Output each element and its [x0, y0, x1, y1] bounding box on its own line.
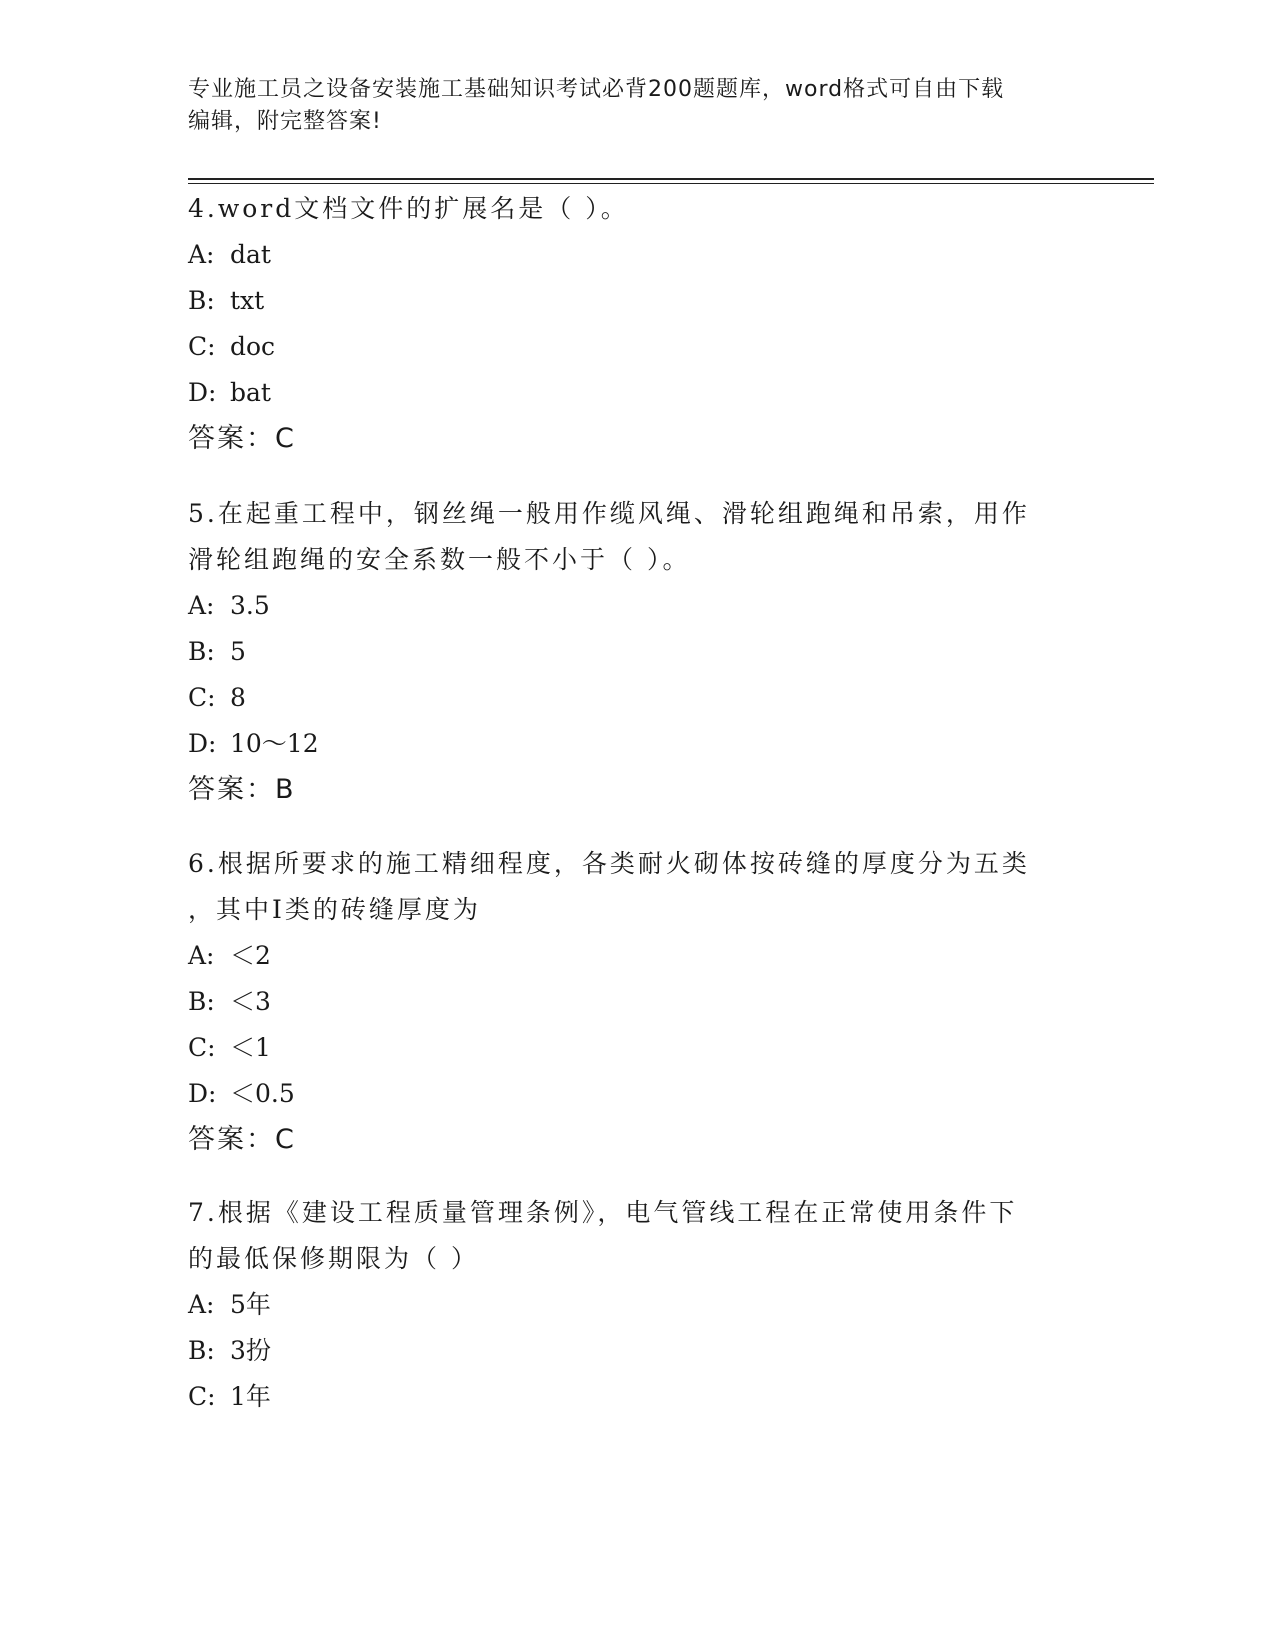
option-c: C: 8 [188, 683, 246, 712]
option-d: D: 10～12 [188, 729, 319, 758]
option-c: C: 1年 [188, 1382, 271, 1411]
header-line-2: 编辑，附完整答案! [188, 109, 382, 134]
document-header [188, 74, 1068, 138]
question-6 [188, 841, 1088, 1163]
answer: 答案：B [188, 774, 296, 805]
option-a: A: 5年 [188, 1290, 271, 1319]
header-divider-thin [188, 183, 1154, 184]
question-4 [188, 186, 1088, 462]
option-a: A: dat [188, 240, 271, 269]
question-7 [188, 1190, 1088, 1420]
header-divider [188, 178, 1154, 180]
header-line-1: 专业施工员之设备安装施工基础知识考试必背200题题库，word格式可自由下载 [188, 77, 1005, 102]
question-stem-continued: 滑轮组跑绳的安全系数一般不小于（ ）。 [188, 545, 691, 574]
option-a: A: ＜2 [188, 941, 271, 970]
option-d: D: bat [188, 378, 271, 407]
option-c: C: ＜1 [188, 1033, 271, 1062]
question-stem: 4.word文档文件的扩展名是（ ）。 [188, 194, 629, 223]
question-stem: 6.根据所要求的施工精细程度，各类耐火砌体按砖缝的厚度分为五类 [188, 849, 1030, 878]
answer: 答案：C [188, 423, 296, 454]
question-stem: 7.根据《建设工程质量管理条例》，电气管线工程在正常使用条件下 [188, 1198, 1018, 1227]
answer: 答案：C [188, 1124, 296, 1155]
option-b: B: txt [188, 286, 265, 315]
option-c: C: doc [188, 332, 276, 361]
option-b: B: ＜3 [188, 987, 271, 1016]
question-stem: 5.在起重工程中，钢丝绳一般用作缆风绳、滑轮组跑绳和吊索，用作 [188, 499, 1030, 528]
question-5 [188, 491, 1088, 813]
option-b: B: 5 [188, 637, 246, 666]
question-stem-continued: 的最低保修期限为（ ） [188, 1244, 479, 1273]
question-stem-continued: ，其中Ⅰ类的砖缝厚度为 [188, 895, 481, 924]
option-d: D: ＜0.5 [188, 1079, 295, 1108]
option-a: A: 3.5 [188, 591, 270, 620]
option-b: B: 3扮 [188, 1336, 271, 1365]
